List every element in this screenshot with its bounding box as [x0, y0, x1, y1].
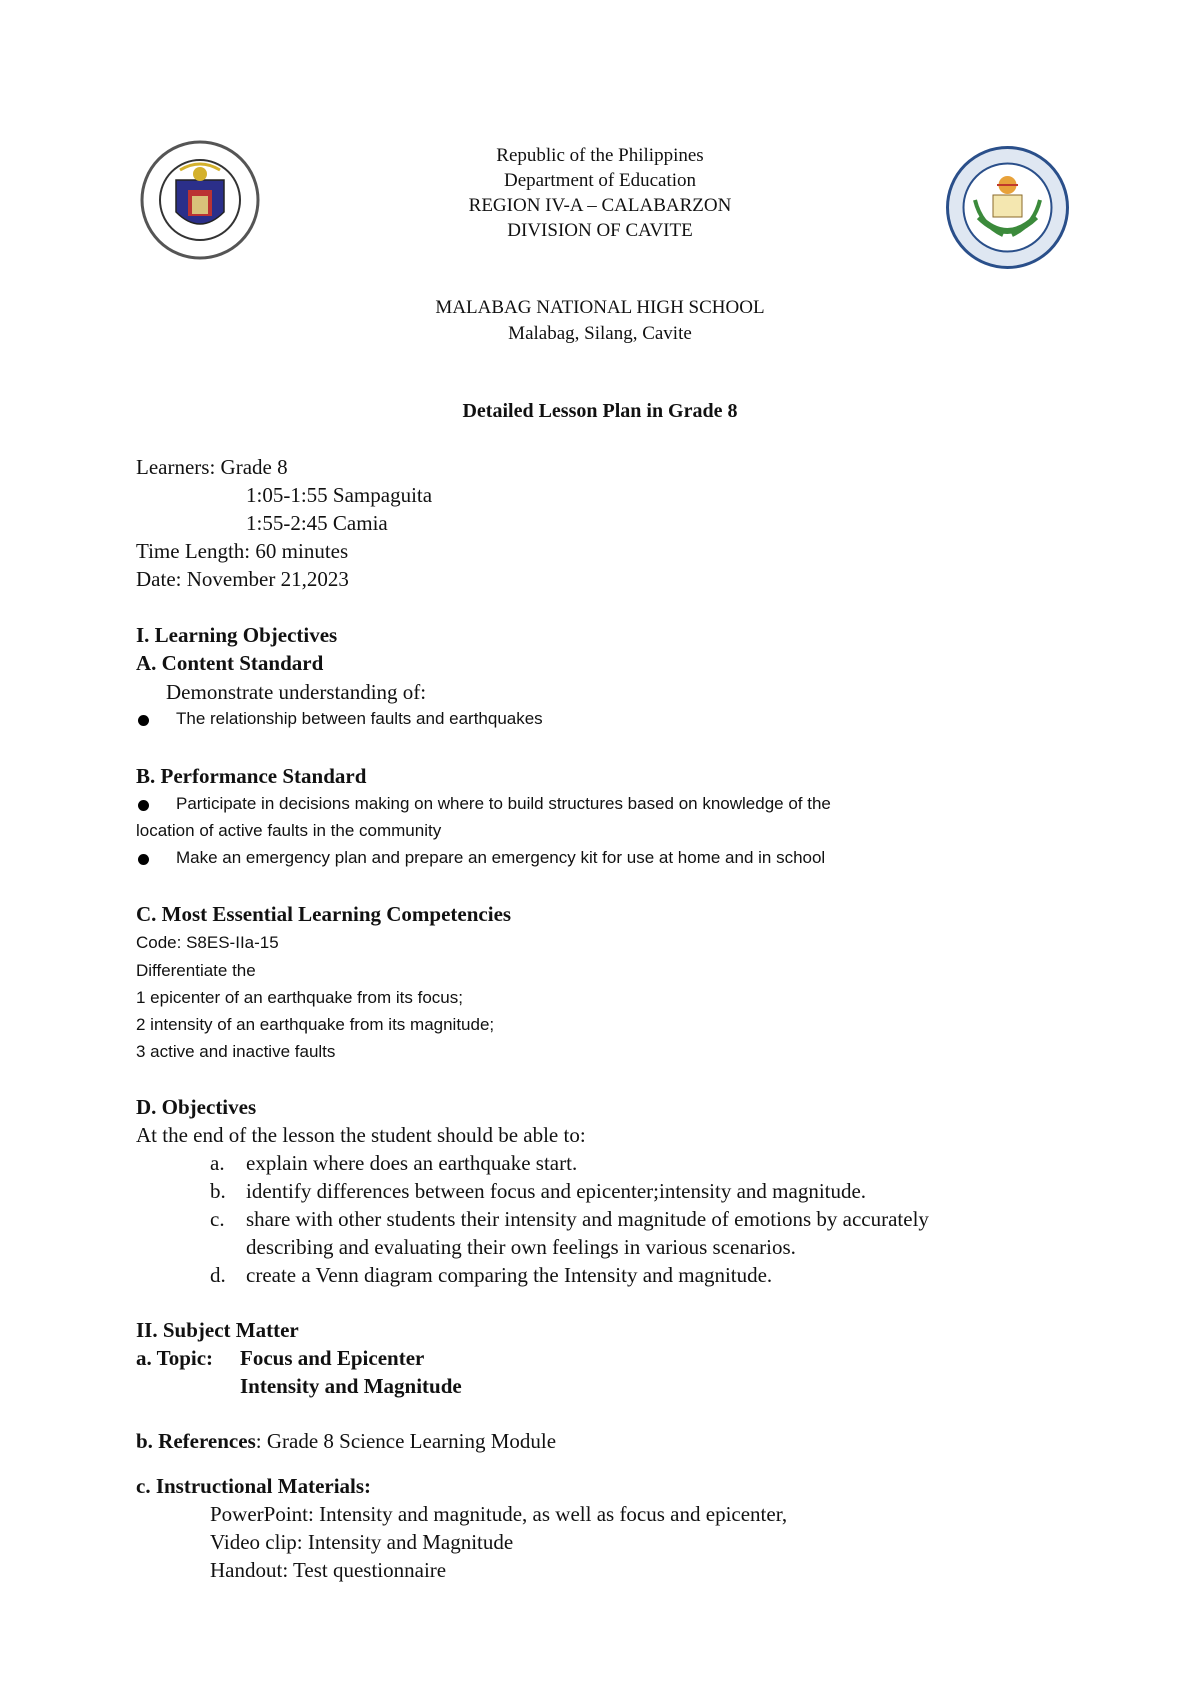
material-powerpoint: PowerPoint: Intensity and magnitude, as well as focus and epicenter, [210, 1502, 788, 1526]
objective-d: create a Venn diagram comparing the Intensity and magnitude. [246, 1263, 773, 1287]
section-subject-matter: II. Subject Matter [136, 1318, 299, 1342]
melc-item-1: 1 epicenter of an earthquake from its focus; [136, 988, 463, 1007]
topic-label: a. Topic: [136, 1346, 214, 1370]
melc-item-3: 3 active and inactive faults [136, 1042, 336, 1061]
bullet-icon [138, 715, 149, 726]
objective-c-line1: share with other students their intensity and magnitude of emotions by accurately [246, 1207, 929, 1231]
references-label: b. References [136, 1429, 256, 1453]
performance-bullet-1-line1: Participate in decisions making on where to build structures based on knowledge of the [176, 794, 831, 813]
objective-letter-a: a. [210, 1151, 225, 1175]
material-handout: Handout: Test questionnaire [210, 1558, 447, 1582]
header-region: REGION IV-A – CALABARZON [468, 195, 732, 216]
objective-b: identify differences between focus and epicenter;intensity and magnitude. [246, 1179, 867, 1203]
learners-line: Learners: Grade 8 [136, 455, 288, 479]
content-standard-intro: Demonstrate understanding of: [166, 680, 427, 704]
bullet-icon [138, 854, 149, 865]
performance-standard-heading: B. Performance Standard [136, 764, 367, 788]
melc-intro: Differentiate the [136, 961, 256, 980]
melc-code: Code: S8ES-IIa-15 [136, 933, 279, 952]
objective-a: explain where does an earthquake start. [246, 1151, 578, 1175]
materials-heading: c. Instructional Materials: [136, 1474, 372, 1498]
objective-letter-d: d. [210, 1263, 226, 1287]
objective-letter-c: c. [210, 1207, 225, 1231]
header-republic: Republic of the Philippines [496, 145, 704, 166]
section-learning-objectives: I. Learning Objectives [136, 623, 338, 647]
header-division: DIVISION OF CAVITE [507, 220, 693, 241]
melc-heading: C. Most Essential Learning Competencies [136, 902, 512, 926]
document-title: Detailed Lesson Plan in Grade 8 [462, 400, 738, 422]
lesson-date: Date: November 21,2023 [136, 567, 349, 591]
school-address: Malabag, Silang, Cavite [508, 323, 692, 344]
bullet-icon [138, 800, 149, 811]
material-video: Video clip: Intensity and Magnitude [210, 1530, 514, 1554]
time-length: Time Length: 60 minutes [136, 539, 349, 563]
school-seal-logo [945, 145, 1070, 270]
schedule-sampaguita: 1:05-1:55 Sampaguita [246, 483, 433, 507]
objective-letter-b: b. [210, 1179, 226, 1203]
objectives-heading: D. Objectives [136, 1095, 257, 1119]
references-line [136, 1429, 556, 1454]
government-header [300, 143, 900, 243]
melc-item-2: 2 intensity of an earthquake from its magnitude; [136, 1015, 495, 1034]
objectives-intro: At the end of the lesson the student should be able to: [136, 1123, 586, 1147]
header-department: Department of Education [503, 170, 697, 191]
school-block [300, 295, 900, 347]
topic-intensity-magnitude: Intensity and Magnitude [240, 1374, 462, 1398]
school-name: MALABAG NATIONAL HIGH SCHOOL [435, 297, 765, 318]
schedule-camia: 1:55-2:45 Camia [246, 511, 388, 535]
performance-bullet-1-line2: location of active faults in the community [136, 821, 442, 840]
content-standard-bullet: The relationship between faults and earthquakes [176, 709, 543, 728]
performance-bullet-2: Make an emergency plan and prepare an emergency kit for use at home and in school [176, 848, 826, 867]
objective-c-line2: describing and evaluating their own feelings in various scenarios. [246, 1235, 796, 1259]
references-text: : Grade 8 Science Learning Module [255, 1429, 557, 1453]
deped-seal-logo [140, 140, 260, 260]
content-standard-heading: A. Content Standard [136, 651, 324, 675]
topic-focus-epicenter: Focus and Epicenter [240, 1346, 425, 1370]
